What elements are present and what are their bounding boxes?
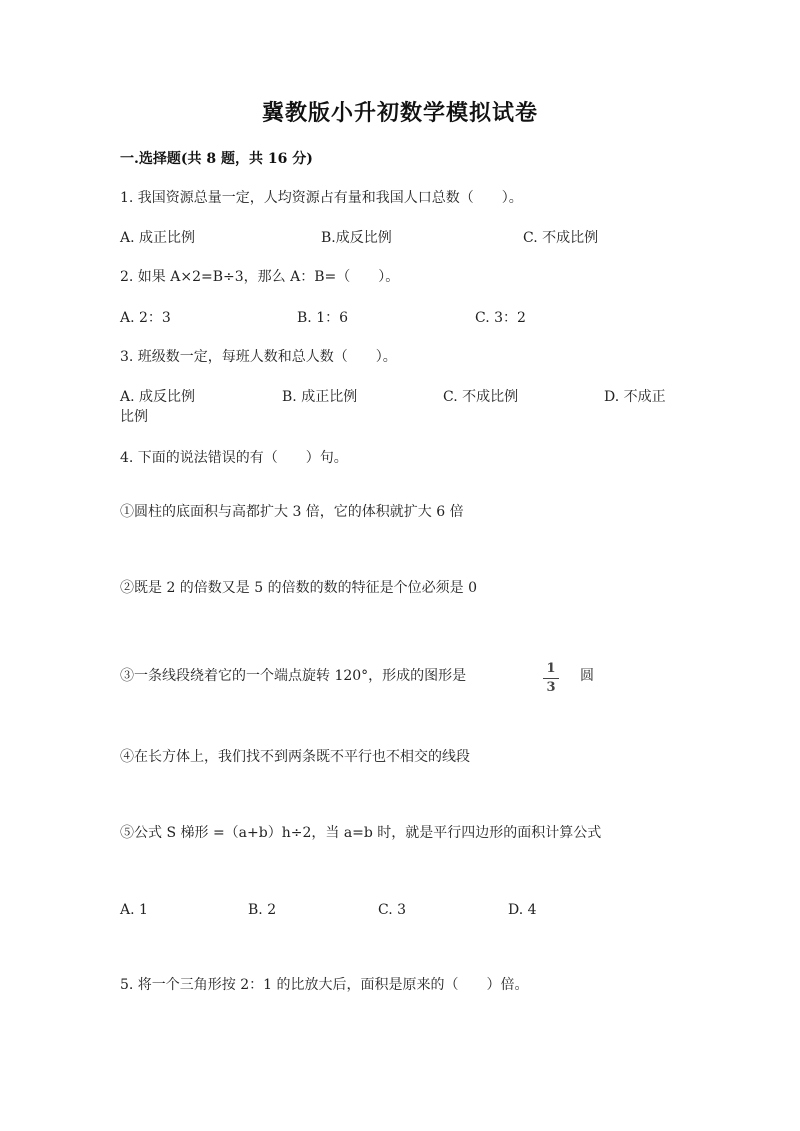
question-4-option-d: D. 4	[508, 902, 537, 918]
question-2-option-b: B. 1：6	[297, 310, 349, 326]
fraction-one-third	[543, 662, 559, 695]
question-1-option-a: A. 成正比例	[120, 230, 196, 246]
question-3-option-a: A. 成反比例	[120, 389, 196, 405]
question-4-statement-5: ⑤公式 S 梯形 =（a+b）h÷2，当 a=b 时，就是平行四边形的面积计算公式	[120, 825, 602, 841]
question-2-option-c: C. 3：2	[475, 310, 526, 326]
question-1-option-c: C. 不成比例	[523, 230, 599, 246]
question-1-option-b: B.成反比例	[321, 230, 392, 246]
question-4-option-a: A. 1	[120, 902, 148, 918]
question-4-statement-3: ③一条线段绕着它的一个端点旋转 120°，形成的图形是	[120, 668, 467, 684]
fraction-denominator: 3	[546, 680, 556, 695]
question-4-statement-3-tail: 圆	[580, 668, 594, 684]
fraction-numerator: 1	[546, 661, 556, 676]
page-title: 冀教版小升初数学模拟试卷	[261, 100, 538, 126]
question-4-option-b: B. 2	[248, 902, 277, 918]
question-3-stem: 3. 班级数一定，每班人数和总人数（ ）。	[120, 349, 397, 365]
question-4-stem: 4. 下面的说法错误的有（ ）句。	[120, 450, 348, 466]
section-heading: 一.选择题(共 8 题，共 16 分)	[120, 151, 313, 167]
question-2-option-a: A. 2：3	[120, 310, 171, 326]
question-5-stem: 5. 将一个三角形按 2：1 的比放大后，面积是原来的（ ）倍。	[120, 977, 529, 993]
question-3-option-b: B. 成正比例	[282, 389, 358, 405]
question-3-option-d: D. 不成正	[604, 389, 666, 405]
question-3-option-d-wrap: 比例	[120, 409, 148, 425]
question-3-option-c: C. 不成比例	[443, 389, 519, 405]
question-4-statement-1: ①圆柱的底面积与高都扩大 3 倍，它的体积就扩大 6 倍	[120, 504, 464, 520]
question-1-stem: 1. 我国资源总量一定，人均资源占有量和我国人口总数（ ）。	[120, 190, 523, 206]
question-2-stem: 2. 如果 A×2=B÷3，那么 A：B=（ ）。	[120, 269, 400, 285]
fraction-bar	[543, 678, 559, 679]
question-4-statement-2: ②既是 2 的倍数又是 5 的倍数的数的特征是个位必须是 0	[120, 580, 477, 596]
question-4-option-c: C. 3	[378, 902, 407, 918]
question-4-statement-4: ④在长方体上，我们找不到两条既不平行也不相交的线段	[120, 749, 470, 765]
